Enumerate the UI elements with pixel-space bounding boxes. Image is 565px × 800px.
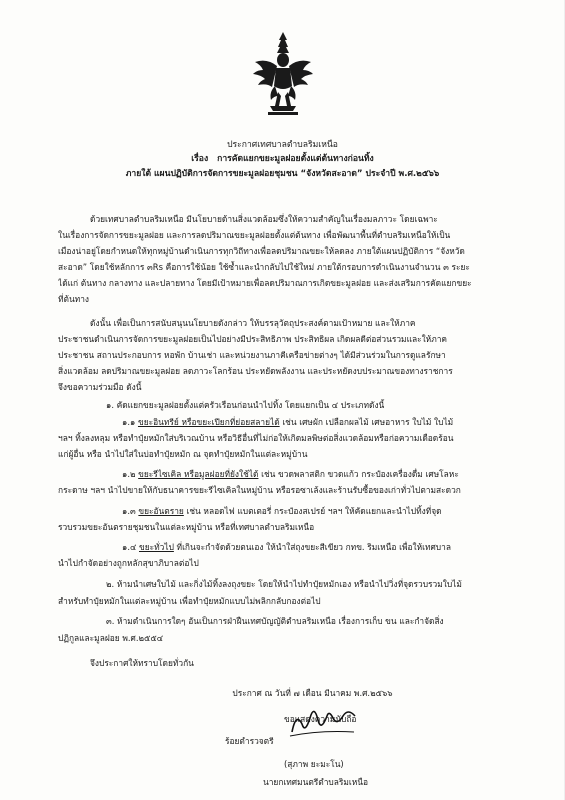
para2-line: สิ่งแวดล้อม ลดปริมาณขยะมูลฝอย ลดภาวะโลกร้อน ประหยัดพลังงาน และประหยัดงบประมาณของทางราชการ [58,366,453,376]
closing-line: จึงประกาศให้ทราบโดยทั่วกัน [90,658,194,668]
item-1-2-heading: ขยะรีไซเคิล หรือมูลฝอยที่ยังใช้ได้ [138,469,259,479]
item-1-2-number: ๑.๒ [122,469,136,479]
signer-position: นายกเทศมนตรีตำบลริมเหนือ [263,777,369,787]
item-1-2-line [122,467,528,481]
plan-line: ภายใต้ แผนปฏิบัติการจัดการขยะมูลฝอยชุมชน “จังหวัดสะอาด” ประจำปี พ.ศ.๒๕๖๖ [125,169,440,179]
item-2-line: สำหรับทำปุ๋ยหมักในแต่ละหมู่บ้าน เพื่อทำปุ๋ยหมักแบบไม่พลิกกลับกองต่อไป [58,596,321,606]
item-1-4-line: นำไปกำจัดอย่างถูกหลักสุขาภิบาลต่อไป [58,558,199,568]
para2-line: จึงขอความร่วมมือ ดังนี้ [58,382,142,392]
handwritten-signature [288,706,358,740]
item-1-4-text: ที่เกินจะกำจัดด้วยตนเอง ให้นำใส่ถุงขยะสีเขียว กทข. ริมเหนือ เพื่อให้เทศบาล [173,542,451,552]
item-1-1-number: ๑.๑ [122,417,136,427]
sign-off: ขอแสดงความนับถือ [284,714,357,724]
para1-line: เมืองน่าอยู่โดยกำหนดให้ทุกหมู่บ้านดำเนินการทุกวิถีทางเพื่อลดปริมาณขยะให้ลดลง ภายใต้แผนปฏิบัติการ “จังหวัด [58,246,465,256]
para1-line: ที่ต้นทาง [58,294,89,304]
garuda-emblem [250,30,316,120]
para1-line: ได้แก่ ต้นทาง กลางทาง และปลายทาง โดยมีเป้าหมายเพื่อลดปริมาณการเกิดขยะมูลฝอย และส่งเสริมการคัดแยกขยะ [58,278,472,288]
para2-line: ดังนั้น เพื่อเป็นการสนับสนุนนโยบายดังกล่าว ให้บรรลุวัตถุประสงค์ตามเป้าหมาย และให้ภาค [90,318,416,328]
item-3-line: ๓. ห้ามดำเนินการใดๆ อันเป็นการฝ่าฝืนเทศบัญญัติตำบลริมเหนือ เรื่องการเก็บ ขน และกำจัดสิ่ง [106,616,444,626]
item-1-2-line: กระดาษ ฯลฯ นำไปขายให้กับธนาคารขยะรีไซเคิลในหมู่บ้าน หรือรอซาเล้งและร้านรับซื้อของเก่าทั่วไปตามสะดวก [58,485,461,495]
item-1-3-text: เช่น หลอดไฟ แบตเตอรี่ กระป๋องสเปรย์ ฯลฯ ให้คัดแยกและนำไปทิ้งที่จุด [183,506,442,516]
item-1-1-heading: ขยะอินทรีย์ หรือขยะเปียกที่ย่อยสลายได้ [137,417,280,427]
item-1-3-heading: ขยะอันตราย [138,506,184,516]
item-2-line: ๒. ห้ามนำเศษใบไม้ และกิ่งไม้ทิ้งลงถุงขยะ โดยให้นำไปทำปุ๋ยหมักเอง หรือนำไปวิ่งที่จุดรวบรวมใบไม้ [106,579,462,589]
para1-line: ในเรื่องการจัดการขยะมูลฝอย และการลดปริมาณขยะมูลฝอยตั้งแต่ต้นทาง เพื่อพัฒนาพื้นที่ตำบลริมเหนือให้เป็น [58,230,451,240]
signer-name: (สุภาพ ยะมะโน) [284,759,344,769]
item-1-3-line: รวบรวมขยะอันตรายชุมชนในแต่ละหมู่บ้าน หรือที่เทศบาลตำบลริมเหนือ [58,522,315,532]
para2-line: ประชาชนดำเนินการจัดการขยะมูลฝอยเป็นไปอย่างมีประสิทธิภาพ ประสิทธิผล เกิดผลดีต่อส่วนรวมและให้ภาค [58,334,448,344]
subject-line [0,151,565,165]
item-1-4-line [122,540,528,554]
item-1-1-line: ฯลฯ ทิ้งลงหลุม หรือทำปุ๋ยหมักใส่บริเวณบ้าน หรือวิธีอื่นที่ไม่ก่อให้เกิดมลพิษต่อสิ่งแวดล้อมหรือก่อความเดือดร้อน [58,433,454,443]
item-1: ๑. คัดแยกขยะมูลฝอยตั้งแต่ครัวเรือนก่อนนำไปทิ้ง โดยแยกเป็น ๔ ประเภทดังนี้ [106,400,385,410]
item-1-4-heading: ขยะทั่วไป [139,542,174,552]
item-1-4-number: ๑.๔ [122,542,137,552]
announcement-date: ประกาศ ณ วันที่ ๗ เดือน มีนาคม พ.ศ.๒๕๖๖ [232,688,393,698]
para2-line: ประชาชน สถานประกอบการ หอพัก บ้านเช่า และหน่วยงานภาคีเครือข่ายต่างๆ ได้มีส่วนร่วมในการดูแลรักษา [58,350,446,360]
item-1-1-line: แก่ผู้อื่น หรือ นำไปใส่ในบ่อทำปุ๋ยหมัก ณ จุดทำปุ๋ยหมักในแต่ละหมู่บ้าน [58,449,308,459]
subject-text: การคัดแยกขยะมูลฝอยตั้งแต่ต้นทางก่อนทิ้ง [217,154,374,164]
item-1-1-line [122,415,528,429]
para1-line: สะอาด” โดยใช้หลักการ ๓Rs คือการใช้น้อย ใช้ซ้ำและนำกลับไปใช้ใหม่ ภายใต้กรอบการดำเนินงานจำนวน ๓ ระยะ [58,262,470,272]
item-1-2-text: เช่น ขวดพลาสติก ขวดแก้ว กระป๋องเครื่องดื่ม เศษโลหะ [258,469,459,479]
para1-line: ด้วยเทศบาลตำบลริมเหนือ มีนโยบายด้านสิ่งแวดล้อมซึ่งให้ความสำคัญในเรื่องมลภาวะ โดยเฉพาะ [90,214,438,224]
subject-label: เรื่อง [191,154,209,164]
office-title: ประกาศเทศบาลตำบลริมเหนือ [227,140,338,150]
item-3-line: ปฏิกูลและมูลฝอย พ.ศ.๒๕๕๔ [58,633,164,643]
item-1-3-line [122,504,528,518]
signer-rank: ร้อยตำรวจตรี [225,736,274,746]
item-1-1-text: เช่น เศษผัก เปลือกผลไม้ เศษอาหาร ใบไม้ ใบไม้ [279,417,454,427]
item-1-3-number: ๑.๓ [122,506,136,516]
